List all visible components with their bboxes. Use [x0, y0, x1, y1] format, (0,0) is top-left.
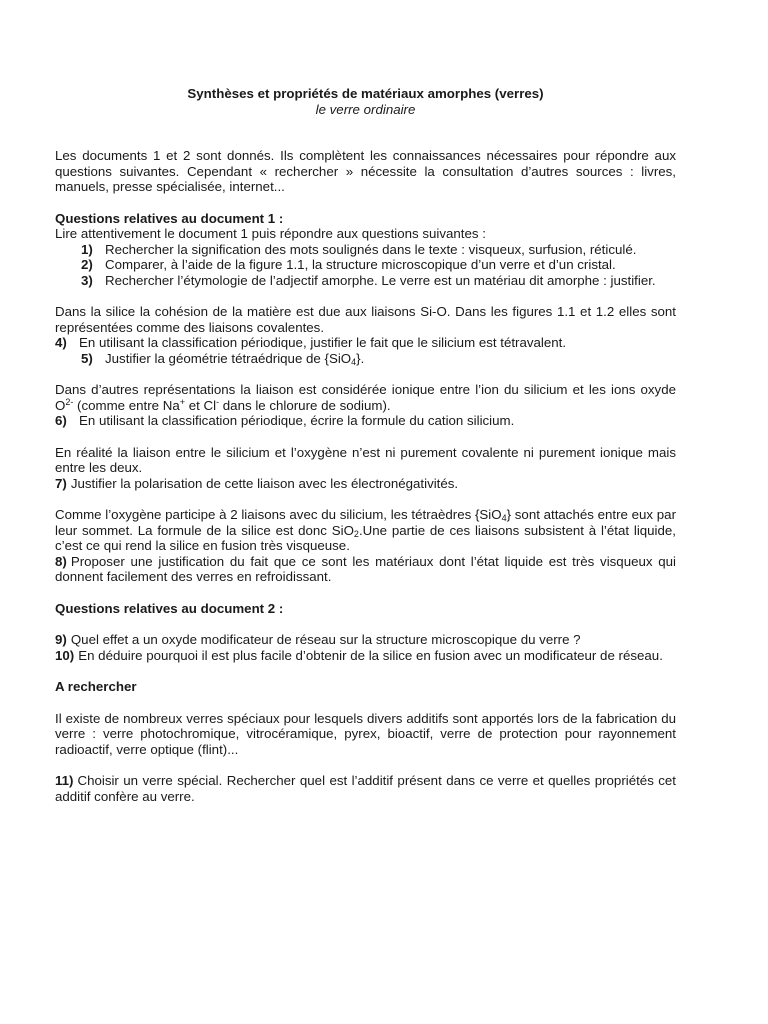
- question-text: Quel effet a un oxyde modificateur de réseau sur la structure microscopique du verre ?: [70, 632, 581, 647]
- question-text: Proposer une justification du fait que ce sont les matériaux dont l’état liquide est très visqueux qui donnent facilement des verres en refroidissant.: [55, 553, 676, 584]
- realite-paragraph: En réalité la liaison entre le silicium et l’oxygène n’est ni purement covalente ni purement ionique mais entre les deux.: [55, 444, 676, 475]
- question-6: [55, 413, 676, 429]
- question-5: [55, 351, 676, 367]
- question-text: En utilisant la classification périodique, écrire la formule du cation silicium.: [79, 413, 515, 428]
- doc2-heading: Questions relatives au document 2 :: [55, 600, 284, 616]
- ionique-paragraph: Dans d’autres représentations la liaison est considérée ionique entre l’ion du silicium et les ions oxyde $O^{2-}$ (comme entre Na+ et Cl- dans le chlorure de sodium).: [55, 382, 676, 413]
- doc1-heading: Questions relatives au document 1 :: [55, 210, 284, 226]
- question-number: 4): [55, 335, 67, 350]
- question-7: [55, 476, 676, 492]
- question-text: Justifier la géométrie tétraédrique de {SiO$_4$}.: [105, 350, 365, 367]
- question-number: 2): [81, 257, 93, 272]
- question-text: Rechercher la signification des mots soulignés dans le texte : visqueux, surfusion, réticulé.: [105, 241, 637, 257]
- research-paragraph: Il existe de nombreux verres spéciaux pour lesquels divers additifs sont apportés lors de la fabrication du verre : verre photochromique, vitrocéramique, pyrex, bioactif, verre de protection pour rayonnement radioactif, verre optique (flint)...: [55, 710, 676, 757]
- question-1: [55, 242, 676, 258]
- question-number: 3): [81, 272, 93, 288]
- title-block: [55, 86, 676, 117]
- question-number: 11): [55, 773, 74, 788]
- question-10: [55, 648, 676, 664]
- question-text: Rechercher l’étymologie de l’adjectif amorphe. Le verre est un matériau dit amorphe : justifier.: [105, 272, 656, 288]
- question-text: En utilisant la classification périodique, justifier le fait que le silicium est tétravalent.: [79, 335, 567, 350]
- question-number: 7): [55, 475, 67, 491]
- research-heading: A rechercher: [55, 679, 137, 694]
- question-8: [55, 554, 676, 585]
- question-number: 1): [81, 241, 93, 257]
- question-text: En déduire pourquoi il est plus facile d’obtenir de la silice en fusion avec un modificateur de réseau.: [78, 647, 663, 663]
- document-title: Synthèses et propriétés de matériaux amorphes (verres): [187, 86, 544, 101]
- question-number: 6): [55, 413, 67, 428]
- intro-paragraph: Les documents 1 et 2 sont donnés. Ils complètent les connaissances nécessaires pour répondre aux questions suivantes. Cependant « rechercher » nécessite la consultation d’autres sources : livres, manuels, presse spécialisée, internet...: [55, 148, 676, 194]
- question-number: 5): [81, 350, 93, 366]
- question-number: 10): [55, 647, 75, 663]
- question-3: [55, 273, 676, 289]
- doc1-lead: Lire attentivement le document 1 puis répondre aux questions suivantes :: [55, 226, 486, 241]
- oxygene-paragraph: Comme l’oxygène participe à 2 liaisons avec du silicium, les tétraèdres {SiO$_4$} sont attachés entre eux par leur sommet. La formule de la silice est donc SiO$_2$.Une partie de ces liaisons subsistent à l’état liquide, c’est ce qui rend la silice en fusion très visqueuse.: [55, 507, 677, 553]
- document-subtitle: le verre ordinaire: [315, 101, 416, 117]
- question-text: Justifier la polarisation de cette liaison avec les électronégativités.: [70, 475, 459, 491]
- question-9: [55, 632, 676, 648]
- document-body: [55, 148, 676, 804]
- question-text: Comparer, à l’aide de la figure 1.1, la structure microscopique d’un verre et d’un cristal.: [105, 257, 616, 272]
- question-number: 8): [55, 553, 67, 569]
- question-4: [55, 335, 676, 351]
- question-number: 9): [55, 632, 67, 647]
- question-2: [55, 257, 676, 273]
- question-text: Choisir un verre spécial. Rechercher quel est l’additif présent dans ce verre et quelles propriétés cet additif confère au verre.: [55, 773, 676, 804]
- question-11: [55, 773, 676, 804]
- silice-paragraph: Dans la silice la cohésion de la matière est due aux liaisons Si-O. Dans les figures 1.1 et 1.2 elles sont représentées comme des liaisons covalentes.: [55, 304, 676, 335]
